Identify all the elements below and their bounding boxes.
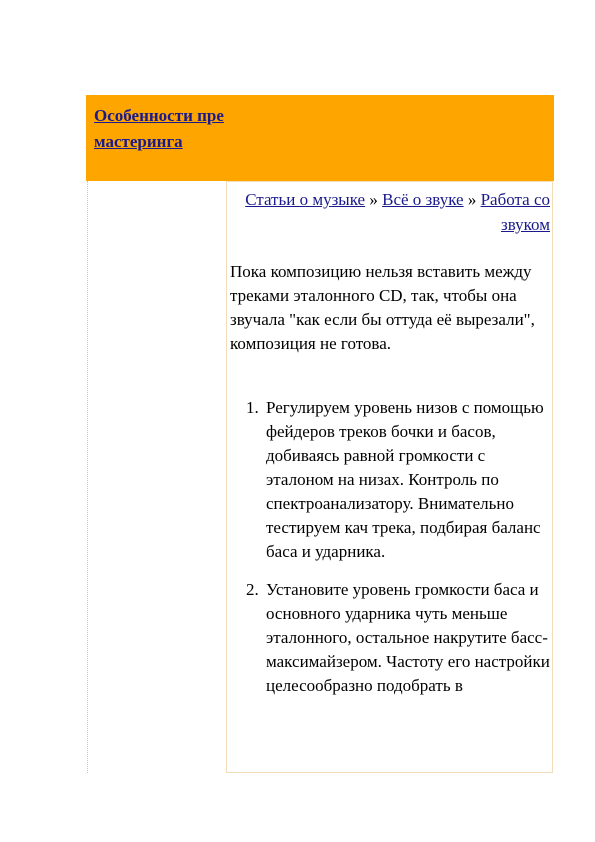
list-item [230,578,550,698]
steps-list [230,396,550,712]
list-item-text: Установите уровень громкости баса и основного ударника чуть меньше эталонного, остальное накрутите басс-максимайзером. Частоту его настройки целесообразно подобрать в [266,580,550,695]
left-column-border [87,181,88,773]
list-item-number: 1. [246,398,259,417]
page-title-link[interactable]: Особенности премастеринга [94,106,224,151]
list-item [230,396,550,564]
list-item-text: Регулируем уровень низов с помощью фейдеров треков бочки и басов, добиваясь равной громкости с эталоном на низах. Контроль по спектроанализатору. Внимательно тестируем кач трека, подбирая баланс баса и ударника. [266,398,544,561]
breadcrumb-link-all-about-sound[interactable]: Всё о звуке [382,190,464,209]
breadcrumb-link-music-articles[interactable]: Статьи о музыке [245,190,366,209]
article-intro: Пока композицию нельзя вставить между треками эталонного CD, так, чтобы она звучала "как если бы оттуда её вырезали", композиция не готова. [230,262,535,353]
breadcrumb-separator: » [369,190,378,209]
breadcrumb-separator: » [467,190,477,209]
breadcrumb [236,187,550,237]
breadcrumb-link-sound-work[interactable]: Работа со звуком [480,190,550,234]
list-item-number: 2. [246,580,259,599]
